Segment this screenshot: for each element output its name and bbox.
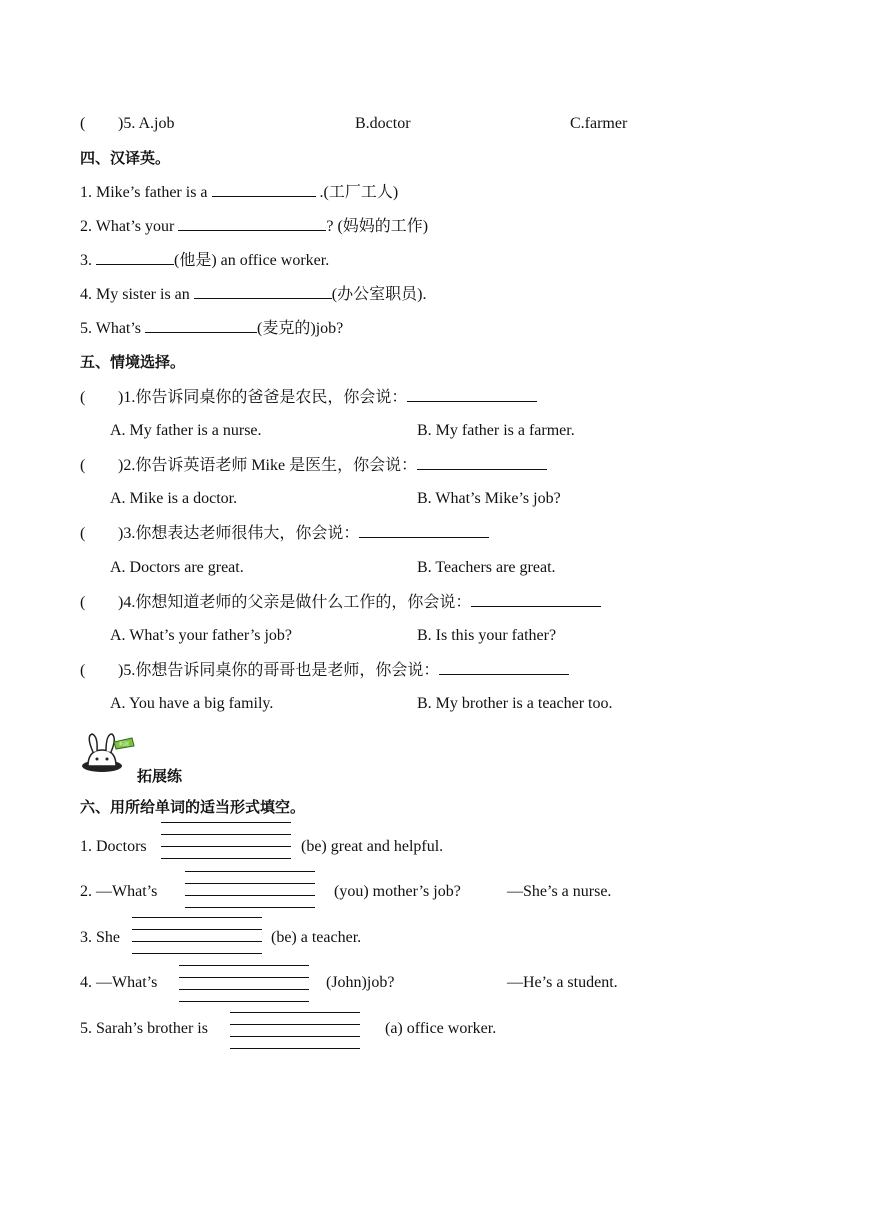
section6-item-4-answer: —He’s a student. [507,974,618,991]
section5-q5-option-a: A. You have a big family. [110,695,274,712]
section5-q2-option-b: B. What’s Mike’s job? [417,490,561,507]
section6-item-2-answer: —She’s a nurse. [507,883,612,900]
section6-item-2-prefix: 2. —What’s [80,883,158,900]
section6-item-1-suffix: (be) great and helpful. [301,838,444,855]
answer-paren[interactable]: ( [80,115,86,132]
prev-question-5 [80,114,174,134]
section6-title: 六、用所给单词的适当形式填空。 [80,798,306,816]
answer-paren[interactable]: ( [80,457,86,474]
answer-blank[interactable] [407,387,537,402]
section5-q1-option-a: A. My father is a nurse. [110,422,262,439]
section6-item-5-suffix: (a) office worker. [385,1020,497,1037]
answer-blank[interactable] [439,660,569,675]
section5-question-3: ( )3.你想表达老师很伟大，你会说： [80,523,489,544]
section4-item-4: 4. My sister is an (办公室职员). [80,286,427,303]
answer-blank[interactable] [178,216,326,231]
section4-item-3: 3. (他是) an office worker. [80,252,330,269]
section5-question-2: ( )2.你告诉英语老师 Mike 是医生，你会说： [80,455,547,476]
answer-paren[interactable]: ( [80,662,86,679]
section5-question-4: ( )4.你想知道老师的父亲是做什么工作的，你会说： [80,592,601,613]
extension-badge: 拓展 [118,741,130,748]
section6-item-2-suffix: (you) mother’s job? [334,883,461,900]
section5-q3-option-b: B. Teachers are great. [417,559,556,576]
answer-blank[interactable] [359,523,489,538]
section4-item-1: 1. Mike’s father is a .(工厂工人) [80,184,399,201]
section4-title: 四、汉译英。 [80,149,171,167]
section5-q5-option-b: B. My brother is a teacher too. [417,695,613,712]
prev-q5-option-a: )5. A.job [118,115,175,132]
section5-q4-option-a: A. What’s your father’s job? [110,627,293,644]
section5-q2-option-a: A. Mike is a doctor. [110,490,238,507]
answer-blank[interactable] [194,284,332,299]
section6-item-3-suffix: (be) a teacher. [271,929,362,946]
answer-blank[interactable] [212,182,316,197]
section6-item-3-prefix: 3. She [80,929,120,946]
section4-item-2: 2. What’s your ? (妈妈的工作) [80,218,429,235]
answer-paren[interactable]: ( [80,389,86,406]
section5-question-1: ( )1.你告诉同桌你的爸爸是农民，你会说： [80,387,537,408]
section5-q3-option-a: A. Doctors are great. [110,559,244,576]
prev-q5-option-c: C.farmer [570,115,628,132]
extension-label: 拓展练 [137,767,183,785]
section6-item-5-prefix: 5. Sarah’s brother is [80,1020,208,1037]
answer-blank[interactable] [471,592,601,607]
answer-blank[interactable] [96,250,174,265]
answer-paren[interactable]: ( [80,525,86,542]
section6-item-1-prefix: 1. Doctors [80,838,147,855]
section6-item-4-prefix: 4. —What’s [80,974,158,991]
section5-question-5: ( )5.你想告诉同桌你的哥哥也是老师，你会说： [80,660,569,681]
section5-title: 五、情境选择。 [80,353,186,371]
answer-blank[interactable] [417,455,547,470]
section4-item-5: 5. What’s (麦克的)job? [80,320,344,337]
prev-q5-option-b: B.doctor [355,115,411,132]
section5-q1-option-b: B. My father is a farmer. [417,422,575,439]
answer-blank[interactable] [145,318,257,333]
section6-item-4-suffix: (John)job? [326,974,395,991]
answer-paren[interactable]: ( [80,594,86,611]
section5-q4-option-b: B. Is this your father? [417,627,557,644]
bunny-icon [80,732,138,774]
